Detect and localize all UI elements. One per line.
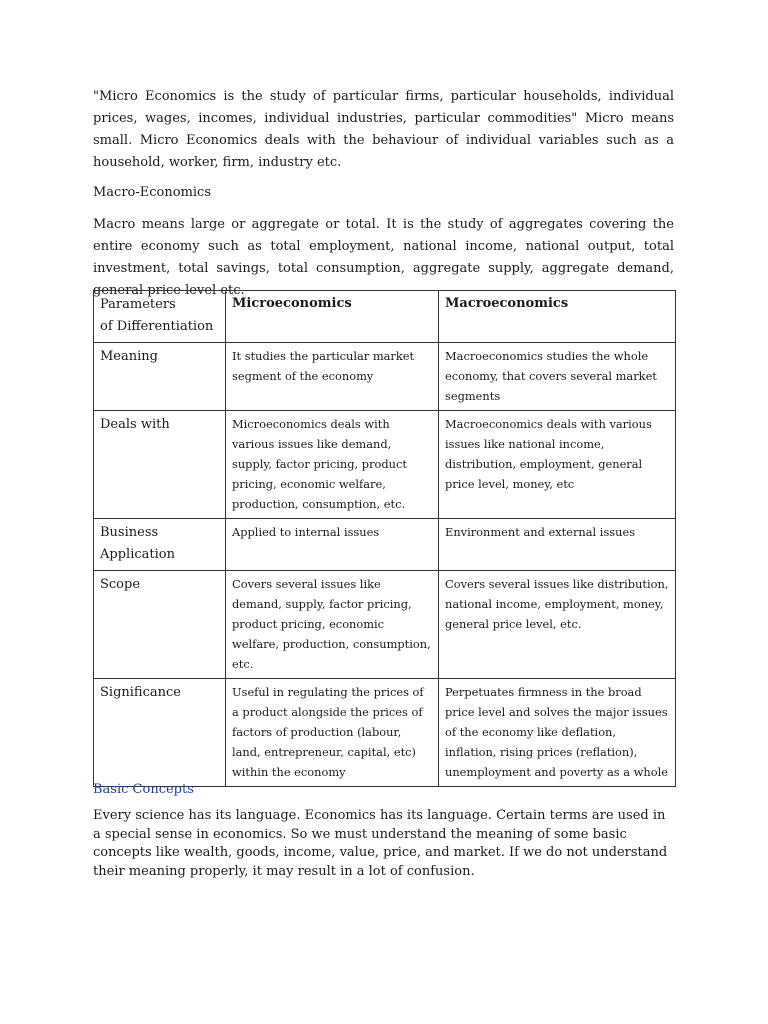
row-micro: Applied to internal issues [226,519,439,571]
basic-concepts-heading: Basic Concepts [93,782,194,797]
row-micro: Microeconomics deals with various issues like demand, supply, factor pricing, product pricing, economic welfare, production, consumption, etc. [226,411,439,519]
row-micro: It studies the particular market segment of the economy [226,343,439,411]
row-macro: Covers several issues like distribution, national income, employment, money, general price level, etc. [439,571,676,679]
macro-paragraph: Macro means large or aggregate or total. It is the study of aggregates covering the entire economy such as total employment, national income, national output, total investment, total savings, total consumption, aggregate supply, aggregate demand, general price level etc. [93,217,674,298]
comparison-table [93,290,676,787]
header-parameters-line1: Parameters [100,297,176,312]
table-row [94,519,676,571]
macro-economics-heading: Macro-Economics [93,185,212,200]
header-microeconomics: Microeconomics [226,291,439,343]
row-micro: Covers several issues like demand, supply, factor pricing, product pricing, economic welfare, production, consumption, etc. [226,571,439,679]
intro-paragraph: "Micro Economics is the study of particular firms, particular households, individual prices, wages, incomes, individual industries, particular commodities" Micro means small. Micro Economics deals with the behaviour of individual variables such as a household, worker, firm, industry etc. [93,89,674,170]
table-row [94,571,676,679]
row-macro: Perpetuates firmness in the broad price level and solves the major issues of the economy like deflation, inflation, rising prices (reflation), unemployment and poverty as a whole [439,679,676,787]
table-row [94,679,676,787]
row-macro: Environment and external issues [439,519,676,571]
row-parameter: Business Application [94,519,226,571]
table-row [94,343,676,411]
row-micro: Useful in regulating the prices of a product alongside the prices of factors of production (labour, land, entrepreneur, capital, etc) within the economy [226,679,439,787]
row-parameter: Scope [94,571,226,679]
header-macroeconomics: Macroeconomics [439,291,676,343]
table-row [94,411,676,519]
row-parameter: Deals with [94,411,226,519]
row-parameter: Significance [94,679,226,787]
header-parameters [94,291,226,343]
row-macro: Macroeconomics deals with various issues like national income, distribution, employment, general price level, money, etc [439,411,676,519]
row-parameter: Meaning [94,343,226,411]
basic-concepts-paragraph: Every science has its language. Economics has its language. Certain terms are used in a special sense in economics. So we must understand the meaning of some basic concepts like wealth, goods, income, value, price, and market. If we do not understand their meaning properly, it may result in a lot of confusion. [93,808,668,879]
header-parameters-line2: of Differentiation [100,319,214,334]
row-macro: Macroeconomics studies the whole economy, that covers several market segments [439,343,676,411]
table-header-row [94,291,676,343]
